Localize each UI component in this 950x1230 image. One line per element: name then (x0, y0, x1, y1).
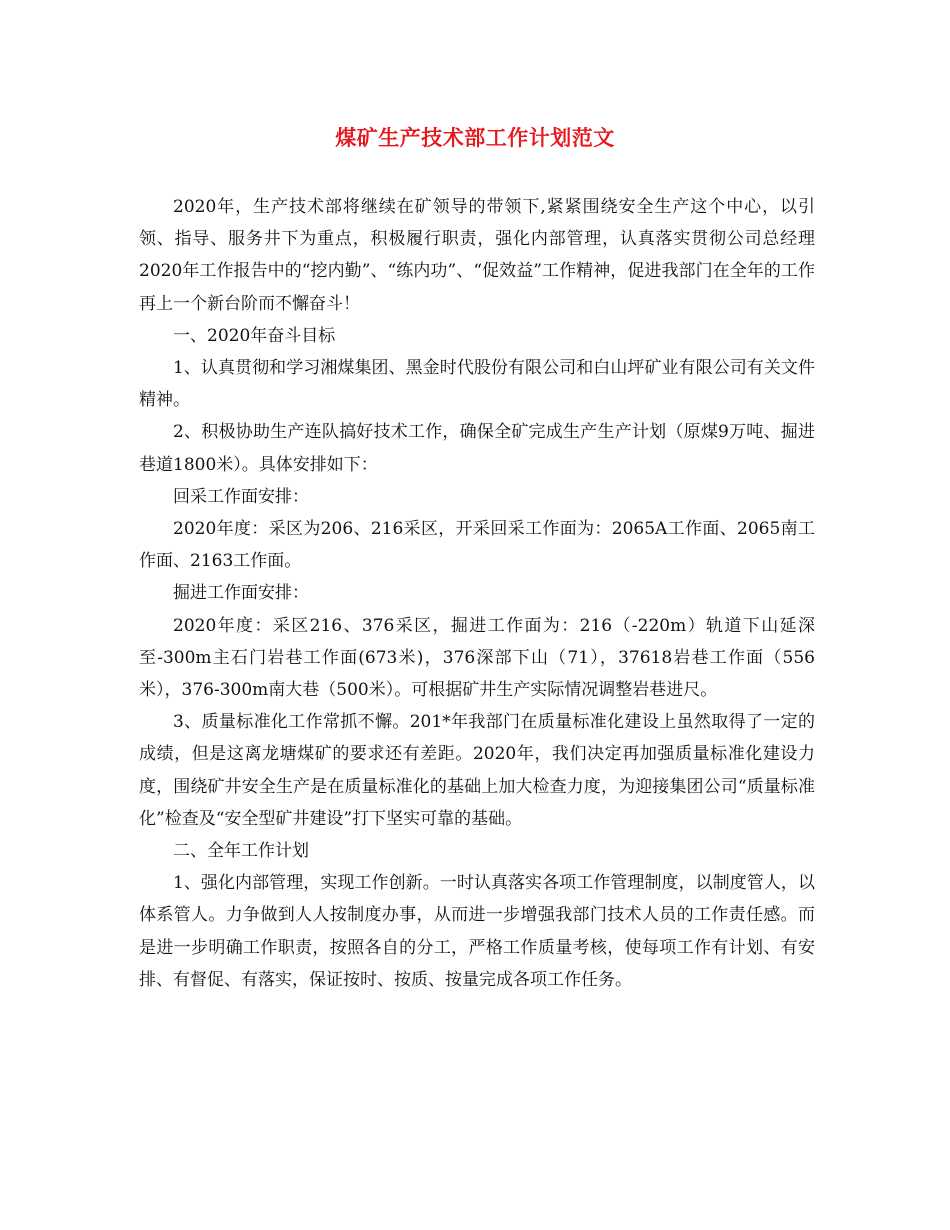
paragraph-intro: 2020年，生产技术部将继续在矿领导的带领下,紧紧围绕安全生产这个中心，以引领、指导、服务井下为重点，积极履行职责，强化内部管理，认真落实贯彻公司总经理2020年工作报告中的“挖内勤”、“练内功”、“促效益”工作精神，促进我部门在全年的工作再上一个新台阶而不懈奋斗！ (139, 197, 815, 314)
document-body (139, 191, 815, 996)
subheading-mining-face: 回采工作面安排： (173, 486, 309, 507)
section-heading-goals: 一、2020年奋斗目标 (173, 325, 336, 346)
document-title: 煤矿生产技术部工作计划范文 (335, 125, 615, 150)
paragraph-plan-1: 1、强化内部管理，实现工作创新。一时认真落实各项工作管理制度，以制度管人，以体系管人。力争做到人人按制度办事，从而进一步增强我部门技术人员的工作责任感。而是进一步明确工作职责，按照各自的分工，严格工作质量考核，使每项工作有计划、有安排、有督促、有落实，保证按时、按质、按量完成各项工作任务。 (139, 873, 815, 990)
paragraph-goal-3: 3、质量标准化工作常抓不懈。201*年我部门在质量标准化建设上虽然取得了一定的成绩，但是这离龙塘煤矿的要求还有差距。2020年，我们决定再加强质量标准化建设力度，围绕矿井安全生产是在质量标准化的基础上加大检查力度，为迎接集团公司“质量标准化”检查及“安全型矿井建设”打下坚实可靠的基础。 (139, 712, 815, 829)
paragraph-tunneling-face: 2020年度：采区216、376采区，掘进工作面为：216（-220m）轨道下山延深至-300m主石门岩巷工作面(673米)，376深部下山（71），37618岩巷工作面（556米），376-300m南大巷（500米）。可根据矿井生产实际情况调整岩巷进尺。 (139, 615, 815, 701)
paragraph-mining-face: 2020年度：采区为206、216采区，开采回采工作面为：2065A工作面、2065南工作面、2163工作面。 (139, 519, 815, 572)
paragraph-goal-2: 2、积极协助生产连队搞好技术工作，确保全矿完成生产生产计划（原煤9万吨、掘进巷道1800米）。具体安排如下： (139, 422, 815, 475)
section-heading-plan: 二、全年工作计划 (173, 841, 309, 862)
subheading-tunneling-face: 掘进工作面安排： (173, 583, 309, 604)
paragraph-goal-1: 1、认真贯彻和学习湘煤集团、黑金时代股份有限公司和白山坪矿业有限公司有关文件精神。 (139, 358, 815, 411)
